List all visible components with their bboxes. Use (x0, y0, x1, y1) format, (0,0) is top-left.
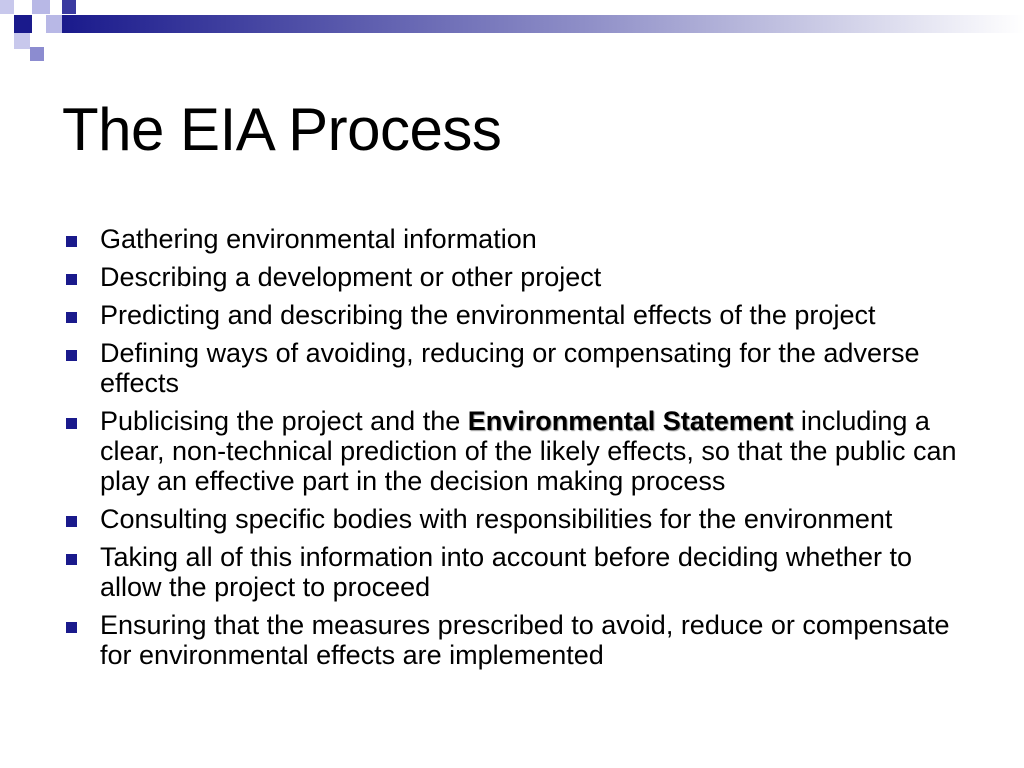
list-item (62, 542, 962, 602)
decorative-square-light (0, 0, 14, 14)
list-item (62, 504, 962, 534)
bullet-text: Taking all of this information into account before deciding whether to allow the project to proceed (100, 542, 912, 602)
header-gradient-bar (62, 15, 1024, 33)
filled-square-bullet-icon (66, 516, 77, 527)
list-item (62, 338, 962, 398)
bullet-text-after: including a clear, non-technical prediction of the likely effects, so that the public can play an effective part in the decision making process (100, 406, 957, 496)
filled-square-bullet-icon (66, 350, 77, 361)
bullet-text: Gathering environmental information (100, 224, 537, 254)
filled-square-bullet-icon (66, 274, 77, 285)
bullet-text: Consulting specific bodies with responsibilities for the environment (100, 504, 893, 534)
decorative-square-light (32, 0, 50, 14)
decorative-square-dark (14, 15, 32, 33)
bullet-text: Ensuring that the measures prescribed to avoid, reduce or compensate for environmental effects are implemented (100, 610, 950, 670)
bullet-list (62, 224, 962, 678)
slide-title: The EIA Process (62, 96, 502, 163)
decorative-square-dark (62, 0, 76, 14)
decorative-square-light (14, 33, 30, 49)
list-item (62, 300, 962, 330)
list-item (62, 224, 962, 254)
list-item (62, 406, 962, 496)
filled-square-bullet-icon (66, 554, 77, 565)
filled-square-bullet-icon (66, 236, 77, 247)
bullet-text: Describing a development or other project (100, 262, 602, 292)
decorative-square-light (46, 15, 62, 33)
decorative-header-pattern (0, 0, 1024, 62)
bullet-text: Predicting and describing the environmental effects of the project (100, 300, 876, 330)
list-item (62, 262, 962, 292)
list-item (62, 610, 962, 670)
filled-square-bullet-icon (66, 312, 77, 323)
decorative-square-mid (30, 47, 44, 61)
filled-square-bullet-icon (66, 418, 77, 429)
filled-square-bullet-icon (66, 622, 77, 633)
environmental-statement-emphasis: Environmental Statement (467, 406, 794, 436)
bullet-text: Defining ways of avoiding, reducing or compensating for the adverse effects (100, 338, 920, 398)
bullet-text-before: Publicising the project and the (100, 406, 468, 436)
